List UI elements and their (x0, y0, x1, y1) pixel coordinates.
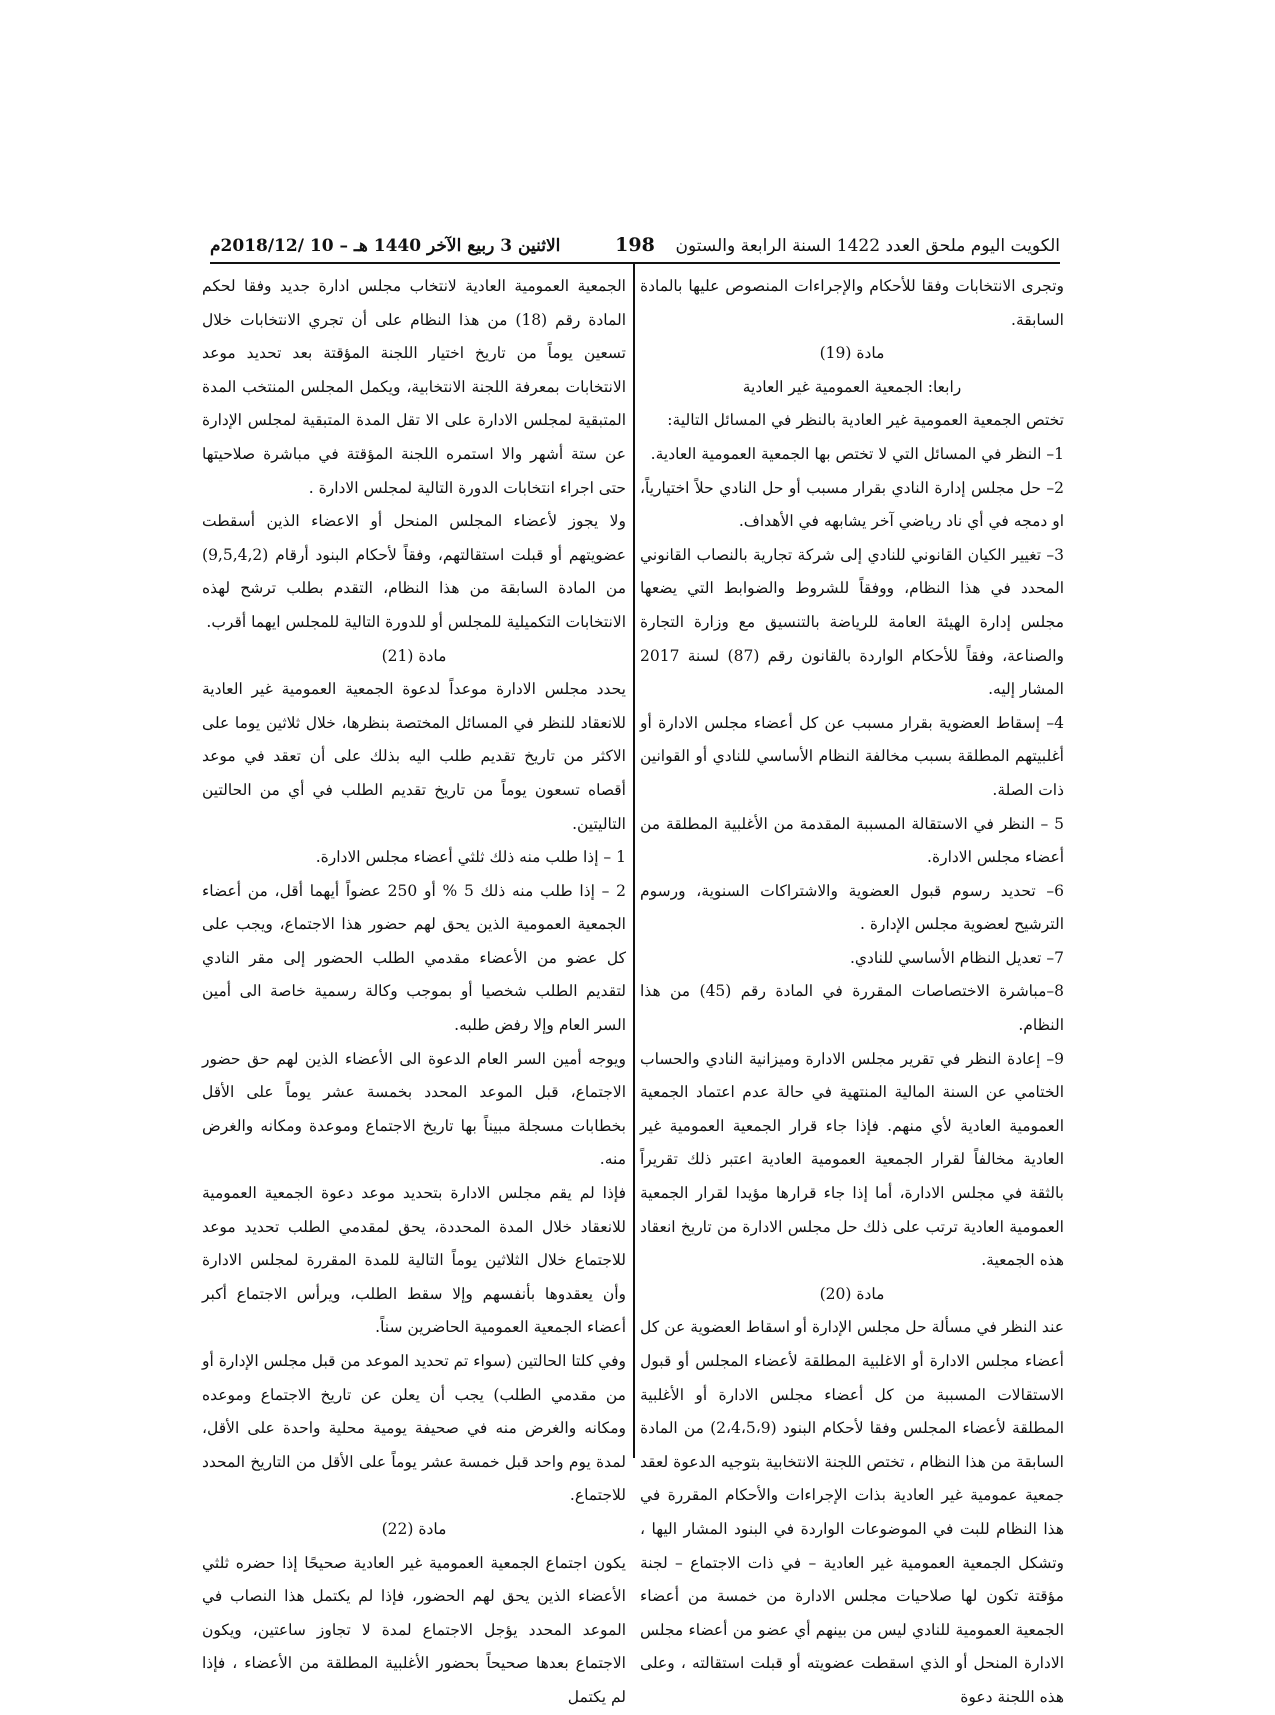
paragraph: يكون اجتماع الجمعية العمومية غير العادية صحيحًا إذا حضره ثلثي الأعضاء الذين يحق لهم الحضور، فإذا لم يكتمل هذا النصاب في الموعد المحدد يؤجل الاجتماع لمدة لا تجاوز ساعتين، ويكون الاجتماع بعدها صحيحاً بحضور الأغلبية المطلقة من الأعضاء ، فإذا لم يكتمل (202, 1553, 626, 1706)
list-item: 1– النظر في المسائل التي لا تختص بها الجمعية العمومية العادية. (650, 444, 1064, 463)
list-item: 8–مباشرة الاختصاصات المقررة في المادة رقم (45) من هذا النظام. (640, 982, 1065, 1035)
list-item: 7– تعديل النظام الأساسي للنادي. (849, 948, 1064, 967)
publication-title: الكويت اليوم ملحق العدد 1422 السنة الرابعة والستون (675, 236, 1060, 256)
paragraph: وفي كلتا الحالتين (سواء تم تحديد الموعد من قبل مجلس الإدارة أو من مقدمي الطلب) يجب أن يعلن عن تاريخ الاجتماع وموعده ومكانه والغرض منه في صحيفة يومية محلية واحدة على الأقل، لمدة يوم واحد قبل خمسة عشر يوماً على الأقل من التاريخ المحدد للاجتماع. (202, 1352, 626, 1505)
paragraph: ولا يجوز لأعضاء المجلس المنحل أو الاعضاء الذين أسقطت عضويتهم أو قبلت استقالتهم، وفقاً لأحكام البنود أرقام (9,5,4,2) من المادة السابقة من هذا النظام، التقدم بطلب ترشح لهذه الانتخابات التكميلية للمجلس أو للدورة التالية للمجلس ايهما أقرب. (202, 512, 626, 631)
paragraph: ويوجه أمين السر العام الدعوة الى الأعضاء الذين لهم حق حضور الاجتماع، قبل الموعد المحدد بخمسة عشر يوماً على الأقل بخطابات مسجلة مبيناً بها تاريخ الاجتماع وموعدة ومكانه والغرض منه. (202, 1049, 626, 1169)
article-heading: مادة (19) (819, 344, 885, 363)
paragraph: يحدد مجلس الادارة موعداً لدعوة الجمعية العمومية غير العادية للانعقاد للنظر في المسائل المختصة بنظرها، خلال ثلاثين يوما على الاكثر من تاريخ تقديم طلب اليه بذلك على أن تعقد في موعد أقصاه تسعون يوماً من تاريخ تقديم الطلب في أي من الحالتين التاليتين. (202, 680, 626, 833)
right-column (640, 270, 1064, 1715)
paragraph: فإذا لم يقم مجلس الادارة بتحديد موعد دعوة الجمعية العمومية للانعقاد خلال المدة المحددة، يحق لمقدمي الطلب تحديد موعد للاجتماع خلال الثلاثين يوماً التالية للمدة المقررة لمجلس الادارة وأن يعقدوها بأنفسهم وإلا سقط الطلب، ويرأس الاجتماع أكبر أعضاء الجمعية العمومية الحاضرين سناً. (202, 1184, 626, 1337)
list-item: 5 – النظر في الاستقالة المسببة المقدمة من الأغلبية المطلقة من أعضاء مجلس الادارة. (640, 814, 1064, 867)
article-heading: مادة (21) (381, 646, 447, 665)
left-column (202, 270, 626, 1715)
list-item: 9– إعادة النظر في تقرير مجلس الادارة وميزانية النادي والحساب الختامي عن السنة المالية المنتهية في حالة عدم اعتماد الجمعية العمومية العادية لأي منهم. فإذا جاء قرار الجمعية العمومية غير العادية مخالفاً لقرار الجمعية العمومية العادية اعتبر ذلك تقريراً بالثقة في مجلس الادارة، أما إذا جاء قرارها مؤيدا لقرار الجمعية العمومية العادية ترتب على ذلك حل مجلس الادارة من تاريخ انعقاد هذه الجمعية. (640, 1049, 1064, 1270)
list-item: 6– تحديد رسوم قبول العضوية والاشتراكات السنوية، ورسوم الترشيح لعضوية مجلس الإدارة . (640, 881, 1064, 934)
article-heading: مادة (22) (381, 1519, 447, 1538)
list-item: 4– إسقاط العضوية بقرار مسبب عن كل أعضاء مجلس الادارة أو أغلبيتهم المطلقة بسبب مخالفة النظام الأساسي للنادي أو القوانين ذات الصلة. (640, 713, 1064, 799)
issue-date: الاثنين 3 ربيع الآخر 1440 هـ – 10 /2018/12م (210, 236, 561, 256)
paragraph: وتجرى الانتخابات وفقا للأحكام والإجراءات المنصوص عليها بالمادة السابقة. (640, 277, 1064, 329)
section-heading: رابعا: الجمعية العمومية غير العادية (742, 377, 962, 396)
header-rule (210, 262, 1060, 264)
article-heading: مادة (20) (819, 1284, 885, 1303)
page-number: 198 (615, 234, 655, 256)
list-item: 1 – إذا طلب منه ذلك ثلثي أعضاء مجلس الادارة. (315, 848, 626, 867)
paragraph: عند النظر في مسألة حل مجلس الإدارة أو اسقاط العضوية عن كل أعضاء مجلس الادارة أو الاغلبية المطلقة لأعضاء المجلس أو قبول الاستقالات المسببة من كل أعضاء مجلس الادارة أو الأغلبية المطلقة لأعضاء المجلس وفقا لأحكام البنود (2،4،5،9) من المادة السابقة من هذا النظام ، تختص اللجنة الانتخابية بتوجيه الدعوة لعقد جمعية عمومية غير العادية بذات الإجراءات والأحكام المقررة في هذا النظام للبت في الموضوعات الواردة في البنود المشار اليها ، وتشكل الجمعية العمومية غير العادية – في ذات الاجتماع – لجنة مؤقتة تكون لها صلاحيات مجلس الادارة من خمسة من أعضاء الجمعية العمومية للنادي ليس من بينهم أي عضو من أعضاء مجلس الادارة المنحل أو الذي اسقطت عضويته أو قبلت استقالته ، وعلى هذه اللجنة دعوة (640, 1318, 1064, 1706)
list-item: 2 – إذا طلب منه ذلك 5 % أو 250 عضواً أيهما أقل، من أعضاء الجمعية العمومية الذين يحق لهم حضور هذا الاجتماع، ويجب على كل عضو من الأعضاء مقدمي الطلب الحضور إلى مقر النادي لتقديم الطلب شخصيا أو بموجب وكالة رسمية خاصة الى أمين السر العام وإلا رفض طلبه. (202, 881, 626, 1035)
list-item: 3– تغيير الكيان القانوني للنادي إلى شركة تجارية بالنصاب القانوني المحدد في هذا النظام، ووفقاً للشروط والضوابط التي يضعها مجلس إدارة الهيئة العامة للرياضة بالتنسيق مع وزارة التجارة والصناعة، وفقاً للأحكام الواردة بالقانون رقم (87) لسنة 2017 المشار إليه. (640, 545, 1065, 699)
column-divider (633, 262, 635, 1458)
list-item: 2– حل مجلس إدارة النادي بقرار مسبب أو حل النادي حلاً اختيارياً، او دمجه في أي ناد رياضي آخر يشابهه في الأهداف. (640, 478, 1064, 531)
paragraph: الجمعية العمومية العادية لانتخاب مجلس ادارة جديد وفقا لحكم المادة رقم (18) من هذا النظام على أن تجري الانتخابات خلال تسعين يوماً من تاريخ اختيار اللجنة المؤقتة بعد تحديد موعد الانتخابات بمعرفة اللجنة الانتخابية، ويكمل المجلس المنتخب المدة المتبقية لمجلس الادارة على الا تقل المدة المتبقية لمجلس الإدارة عن ستة أشهر والا استمره اللجنة المؤقتة في مباشرة صلاحيتها حتى اجراء انتخابات الدورة التالية لمجلس الادارة . (202, 277, 627, 497)
paragraph: تختص الجمعية العمومية غير العادية بالنظر في المسائل التالية: (667, 411, 1064, 430)
